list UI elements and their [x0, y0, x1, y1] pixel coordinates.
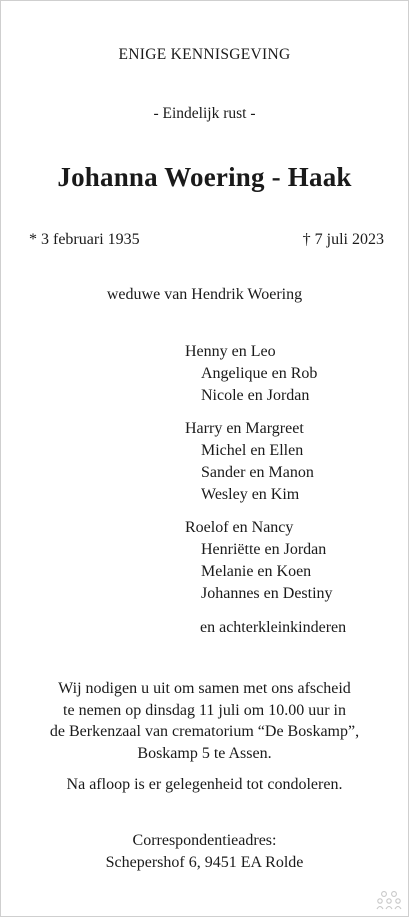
- condolence-text: Na afloop is er gelegenheid tot condoleren.: [66, 776, 343, 793]
- family-child: Melanie en Koen: [201, 563, 312, 580]
- correspondence-address-line: Schepershof 6, 9451 EA Rolde: [105, 854, 304, 871]
- correspondence-label: Correspondentieadres:: [132, 832, 277, 849]
- family-child: Wesley en Kim: [201, 486, 300, 503]
- family-group: [185, 517, 333, 605]
- family-child: Sander en Manon: [201, 464, 314, 481]
- invitation-line: te nemen op dinsdag 11 juli om 10.00 uur in: [63, 701, 346, 719]
- widow-of: weduwe van Hendrik Woering: [106, 286, 303, 303]
- family-child: Michel en Ellen: [201, 442, 304, 459]
- invitation-line: Wij nodigen u uit om samen met ons afscheid: [58, 680, 351, 697]
- family-list: [185, 341, 333, 605]
- notice-heading: ENIGE KENNISGEVING: [118, 46, 291, 63]
- death-date: † 7 juli 2023: [302, 231, 384, 248]
- invitation-line: de Berkenzaal van crematorium “De Boskamp”,: [49, 723, 360, 740]
- family-head: Henny en Leo: [185, 343, 276, 360]
- people-group-icon: [376, 890, 402, 910]
- invitation-text: [1, 678, 408, 764]
- family-group: [185, 418, 333, 506]
- family-group: [185, 341, 333, 407]
- family-head: Harry en Margreet: [185, 420, 304, 437]
- grandchildren-line: en achterkleinkinderen: [200, 619, 347, 636]
- invitation-line: Boskamp 5 te Assen.: [137, 744, 272, 762]
- birth-date: * 3 februari 1935: [29, 231, 140, 248]
- family-child: Johannes en Destiny: [201, 585, 333, 602]
- deceased-name: Johanna Woering - Haak: [57, 162, 352, 192]
- notice-motto: - Eindelijk rust -: [153, 105, 256, 122]
- family-child: Henriëtte en Jordan: [201, 541, 327, 558]
- family-child: Angelique en Rob: [201, 365, 318, 382]
- correspondence-address: [1, 830, 408, 874]
- family-head: Roelof en Nancy: [185, 519, 294, 536]
- family-child: Nicole en Jordan: [201, 387, 310, 404]
